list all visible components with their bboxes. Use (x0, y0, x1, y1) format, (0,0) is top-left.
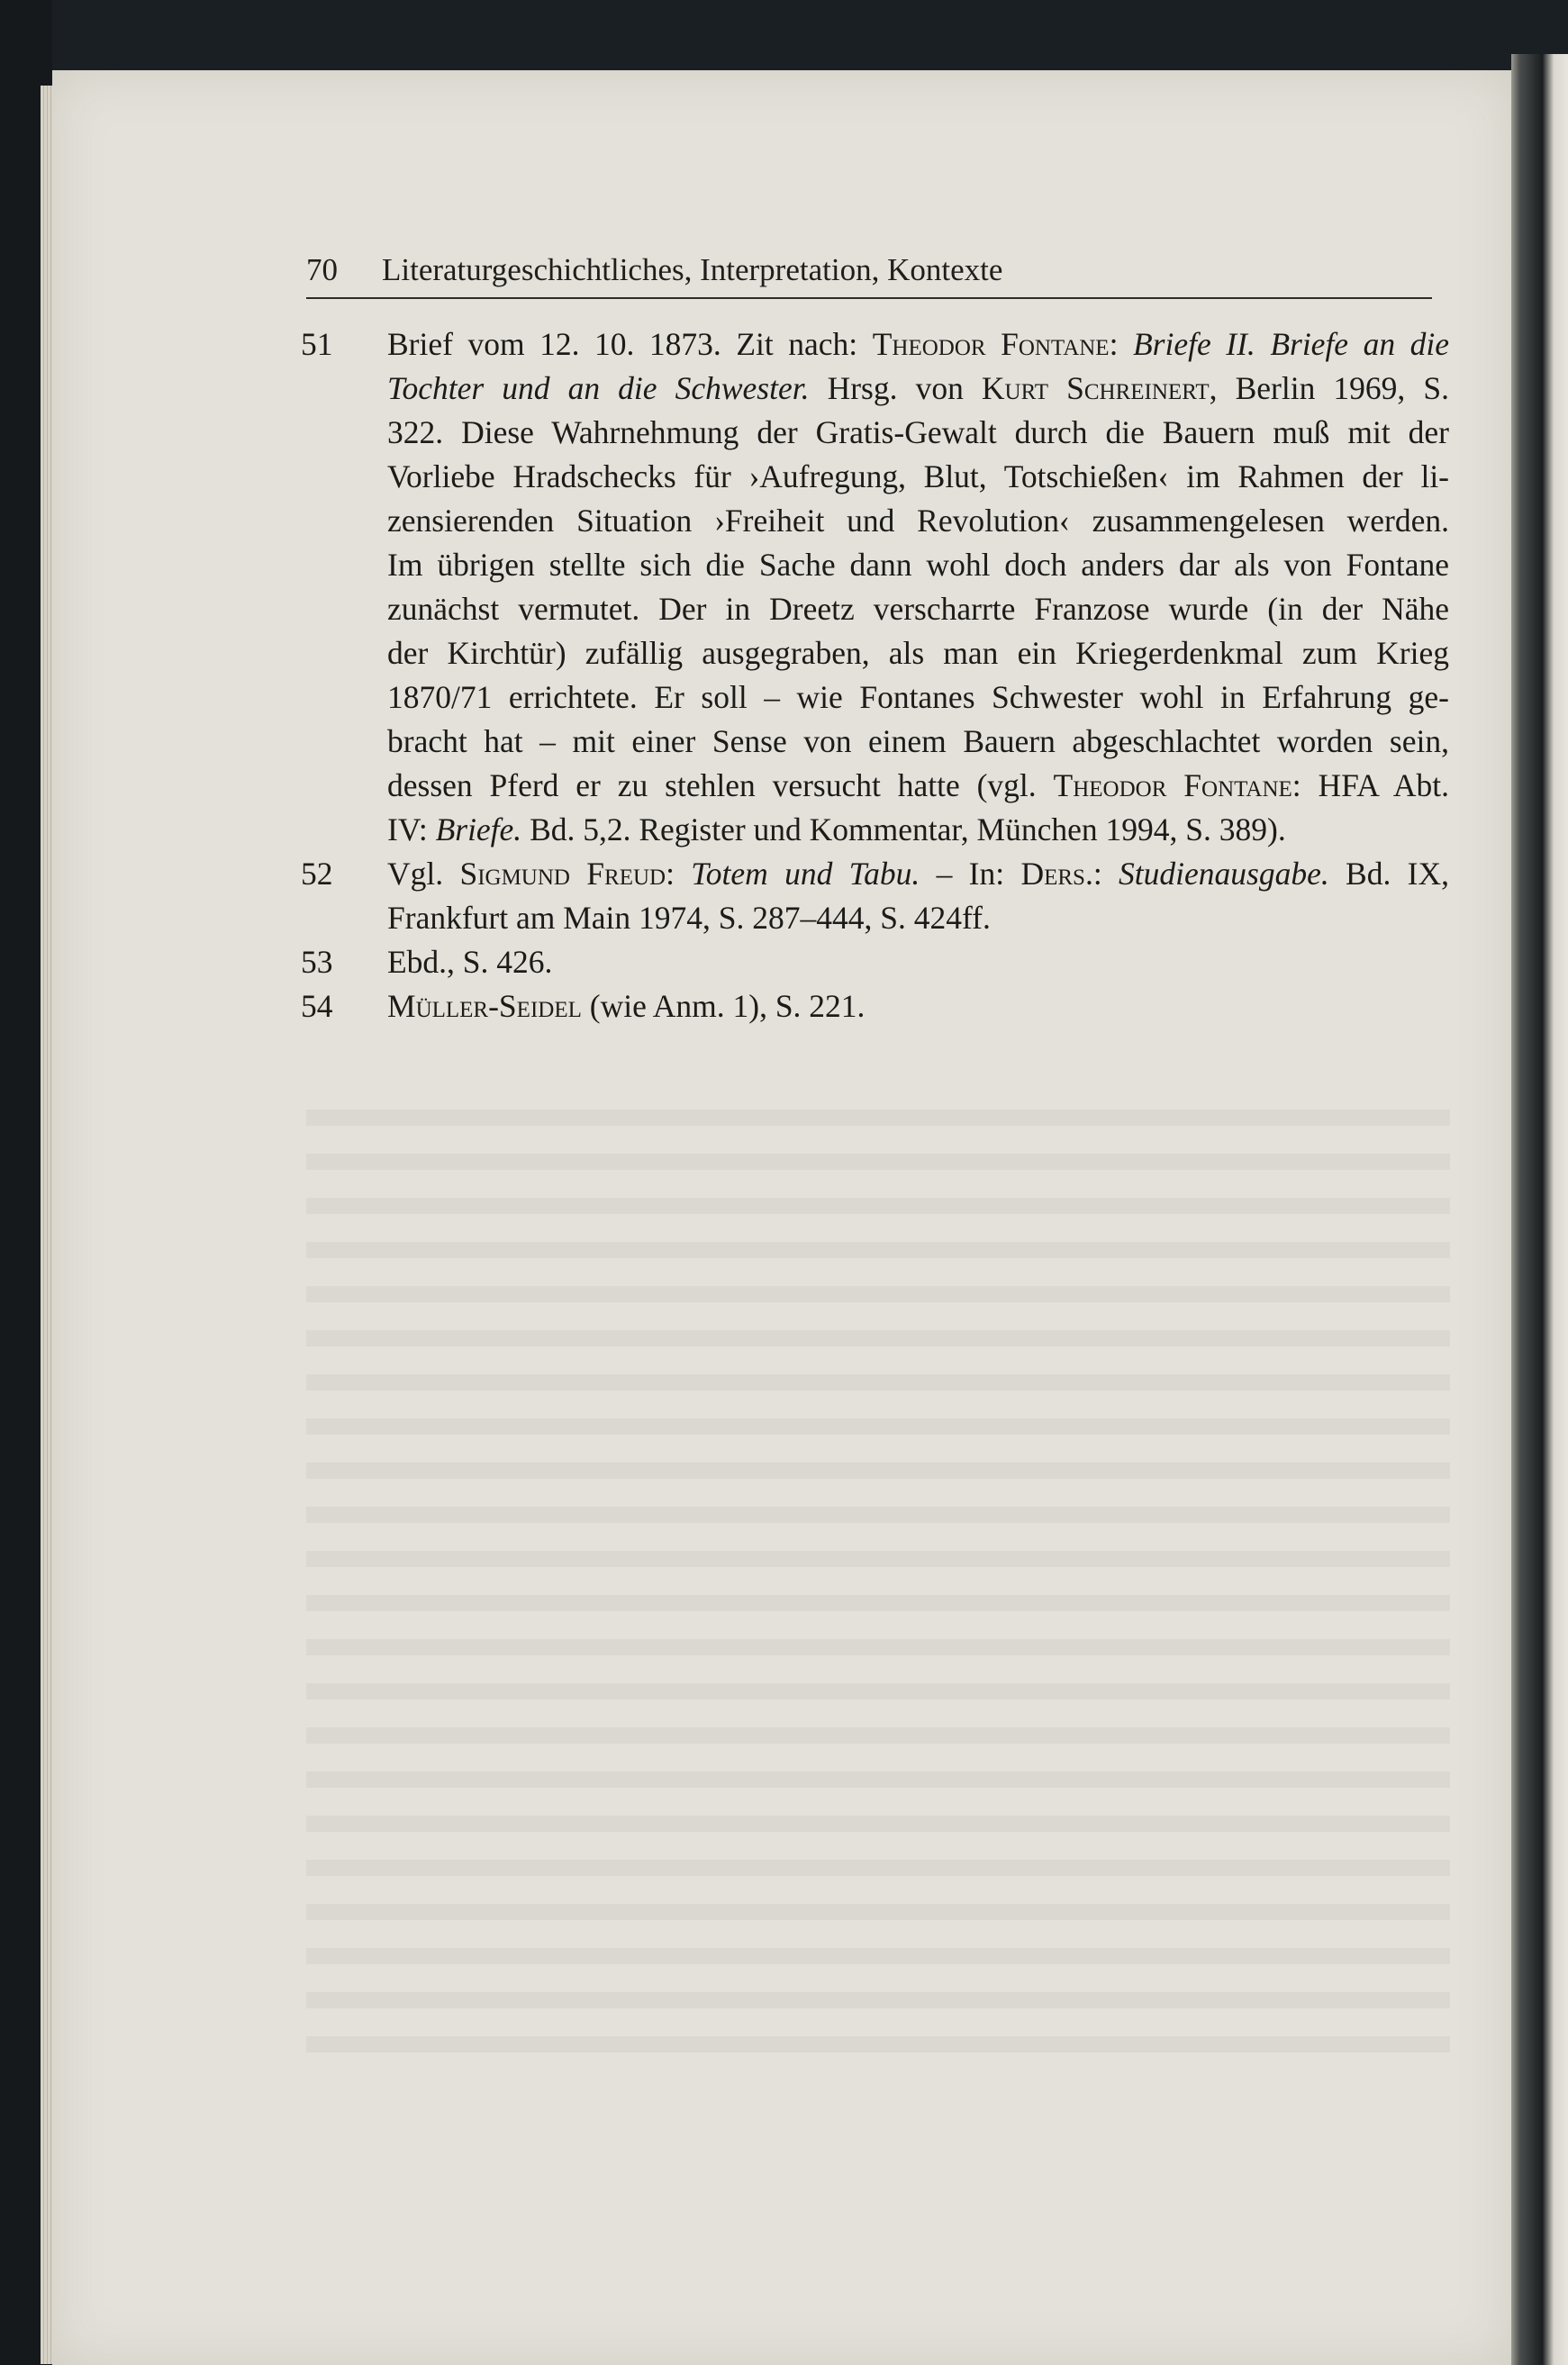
footnote-line: Brief vom 12. 10. 1873. Zit nach: Theodor Fontane: Briefe II. Briefe an die (387, 326, 1449, 362)
editor-name: Kurt Schreinert (981, 370, 1210, 406)
footnote-line: bracht hat – mit einer Sense von einem Bauern abgeschlachtet worden sein, (387, 723, 1449, 759)
footnotes (301, 322, 1449, 1028)
footnote-line: Ebd., S. 426. (387, 944, 553, 980)
running-header (306, 243, 1432, 299)
footnote-53 (301, 940, 1449, 984)
work-title: Studienausgabe. (1119, 856, 1329, 892)
footnote-line: Müller-Seidel (wie Anm. 1), S. 221. (387, 988, 866, 1024)
work-title: Briefe. (435, 811, 522, 847)
footnote-line: zensierenden Situation ›Freiheit und Revolution‹ zusammengelesen werden. (387, 503, 1449, 539)
footnote-line: der Kirchtür) zufällig ausgegraben, als man ein Kriegerdenkmal zum Krieg (387, 635, 1449, 671)
footnote-51 (301, 322, 1449, 852)
running-title: Literaturgeschichtliches, Interpretation, Kontexte (382, 252, 1003, 287)
footnote-line: 1870/71 errichtete. Er soll – wie Fontanes Schwester wohl in Erfahrung ge- (387, 679, 1449, 715)
footnote-number: 52 (301, 856, 333, 892)
footnote-number: 54 (301, 988, 333, 1024)
footnote-line: dessen Pferd er zu stehlen versucht hatte (vgl. Theodor Fontane: HFA Abt. (387, 767, 1449, 803)
footnote-line: zunächst vermutet. Der in Dreetz verscharrte Franzose wurde (in der Nähe (387, 591, 1449, 627)
footnote-line: IV: Briefe. Bd. 5,2. Register und Kommentar, München 1994, S. 389). (387, 811, 1286, 847)
footnote-line: Im übrigen stellte sich die Sache dann wohl doch anders dar als von Fontane (387, 547, 1449, 583)
footnote-number: 53 (301, 944, 333, 980)
page-number: 70 (306, 252, 338, 287)
author-name: Sigmund Freud (459, 856, 666, 892)
footnote-52 (301, 852, 1449, 940)
author-name: Theodor Fontane (872, 326, 1110, 362)
author-name: Ders. (1020, 856, 1093, 892)
scanner-background-top (0, 0, 1568, 72)
footnote-number: 51 (301, 326, 333, 362)
book-spine (1511, 54, 1568, 2365)
footnote-line: 322. Diese Wahrnehmung der Gratis-Gewalt durch die Bauern muß mit der (387, 414, 1449, 450)
footnote-54 (301, 984, 1449, 1028)
show-through-text (306, 1090, 1450, 2080)
author-name: Theodor Fontane (1053, 767, 1292, 803)
author-name: Müller-Seidel (387, 988, 582, 1024)
work-title: Totem und Tabu. (691, 856, 920, 892)
footnote-line: Frankfurt am Main 1974, S. 287–444, S. 424ff. (387, 900, 991, 936)
footnote-line: Tochter und an die Schwester. Hrsg. von Kurt Schreinert, Berlin 1969, S. (387, 370, 1449, 406)
footnote-line: Vorliebe Hradschecks für ›Aufregung, Blut, Totschießen‹ im Rahmen der li- (387, 458, 1449, 494)
footnote-line: Vgl. Sigmund Freud: Totem und Tabu. – In: Ders.: Studienausgabe. Bd. IX, (387, 856, 1449, 892)
work-title: Tochter und an die Schwester. (387, 370, 810, 406)
work-title: Briefe II. Briefe an die (1133, 326, 1449, 362)
